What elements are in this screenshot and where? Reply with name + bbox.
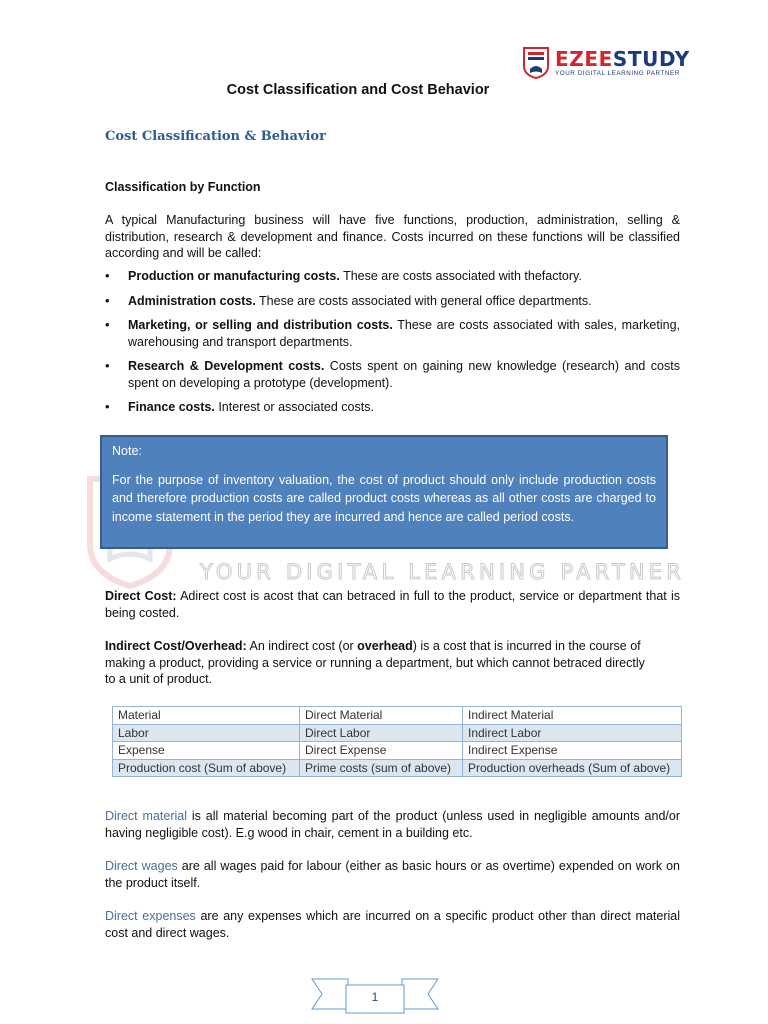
section-heading: Classification by Function bbox=[105, 180, 261, 194]
direct-wages-definition: Direct wages are all wages paid for labour (either as basic hours or as overtime) expended on work on the product itself. bbox=[105, 859, 680, 890]
page-title: Cost Classification and Cost Behavior bbox=[226, 82, 490, 98]
note-body: For the purpose of inventory valuation, the cost of product should only include production costs and therefore production costs are called product costs whereas as all other costs are charged to income statement in the period they are incurred and hence are called period costs. bbox=[112, 472, 656, 524]
table-cell: Direct Material bbox=[300, 707, 463, 725]
section-subtitle: Cost Classification & Behavior bbox=[105, 129, 326, 144]
table-row bbox=[113, 742, 682, 760]
table-cell: Indirect Expense bbox=[463, 742, 682, 760]
cost-table bbox=[112, 706, 682, 777]
table-cell: Labor bbox=[113, 724, 300, 742]
table-cell: Indirect Labor bbox=[463, 724, 682, 742]
direct-expenses-definition: Direct expenses are any expenses which are incurred on a specific product other than direct material cost and direct wages. bbox=[105, 909, 681, 940]
table-cell: Expense bbox=[113, 742, 300, 760]
list-item: • Marketing, or selling and distribution costs. These are costs associated with sales, marketing, warehousing and transport departments. bbox=[105, 317, 680, 350]
shield-logo-icon bbox=[522, 47, 550, 79]
table-row bbox=[113, 707, 682, 725]
table-row bbox=[113, 724, 682, 742]
table-cell: Direct Expense bbox=[300, 742, 463, 760]
direct-cost-definition: Direct Cost: Adirect cost is acost that can betraced in full to the product, service or department that is being costed. bbox=[105, 589, 680, 620]
indirect-cost-definition: Indirect Cost/Overhead: An indirect cost (or overhead) is a cost that is incurred in the course of making a product, providing a service or running a department, but which cannot betraced directly to a unit of product. bbox=[105, 639, 645, 686]
table-cell: Production overheads (Sum of above) bbox=[463, 759, 682, 777]
table-cell: Material bbox=[113, 707, 300, 725]
direct-material-definition: Direct material is all material becoming part of the product (unless used in negligible amounts and/or having negligible cost). E.g wood in chair, cement in a building etc. bbox=[105, 809, 680, 840]
logo-brand-name: EZEESTUDY bbox=[555, 47, 690, 71]
note-box bbox=[100, 435, 668, 549]
table-row bbox=[113, 759, 682, 777]
note-label: Note: bbox=[112, 444, 142, 458]
watermark-text: YOUR DIGITAL LEARNING PARTNER bbox=[200, 560, 686, 584]
intro-paragraph: A typical Manufacturing business will have five functions, production, administration, selling & distribution, research & development and finance. Costs incurred on these functions will be classified according and will be called: bbox=[105, 213, 680, 260]
table-cell: Production cost (Sum of above) bbox=[113, 759, 300, 777]
list-item: • Finance costs. Interest or associated costs. bbox=[105, 399, 680, 416]
page-number: 1 bbox=[371, 990, 379, 1004]
list-item: • Production or manufacturing costs. These are costs associated with thefactory. bbox=[105, 268, 680, 285]
logo-tagline: YOUR DIGITAL LEARNING PARTNER bbox=[555, 70, 680, 77]
ezeestudy-logo bbox=[522, 46, 690, 80]
table-cell: Prime costs (sum of above) bbox=[300, 759, 463, 777]
list-item: • Administration costs. These are costs associated with general office departments. bbox=[105, 293, 680, 310]
list-item: • Research & Development costs. Costs spent on gaining new knowledge (research) and costs spent on developing a prototype (development). bbox=[105, 358, 680, 391]
table-cell: Direct Labor bbox=[300, 724, 463, 742]
table-cell: Indirect Material bbox=[463, 707, 682, 725]
function-list bbox=[105, 268, 680, 424]
